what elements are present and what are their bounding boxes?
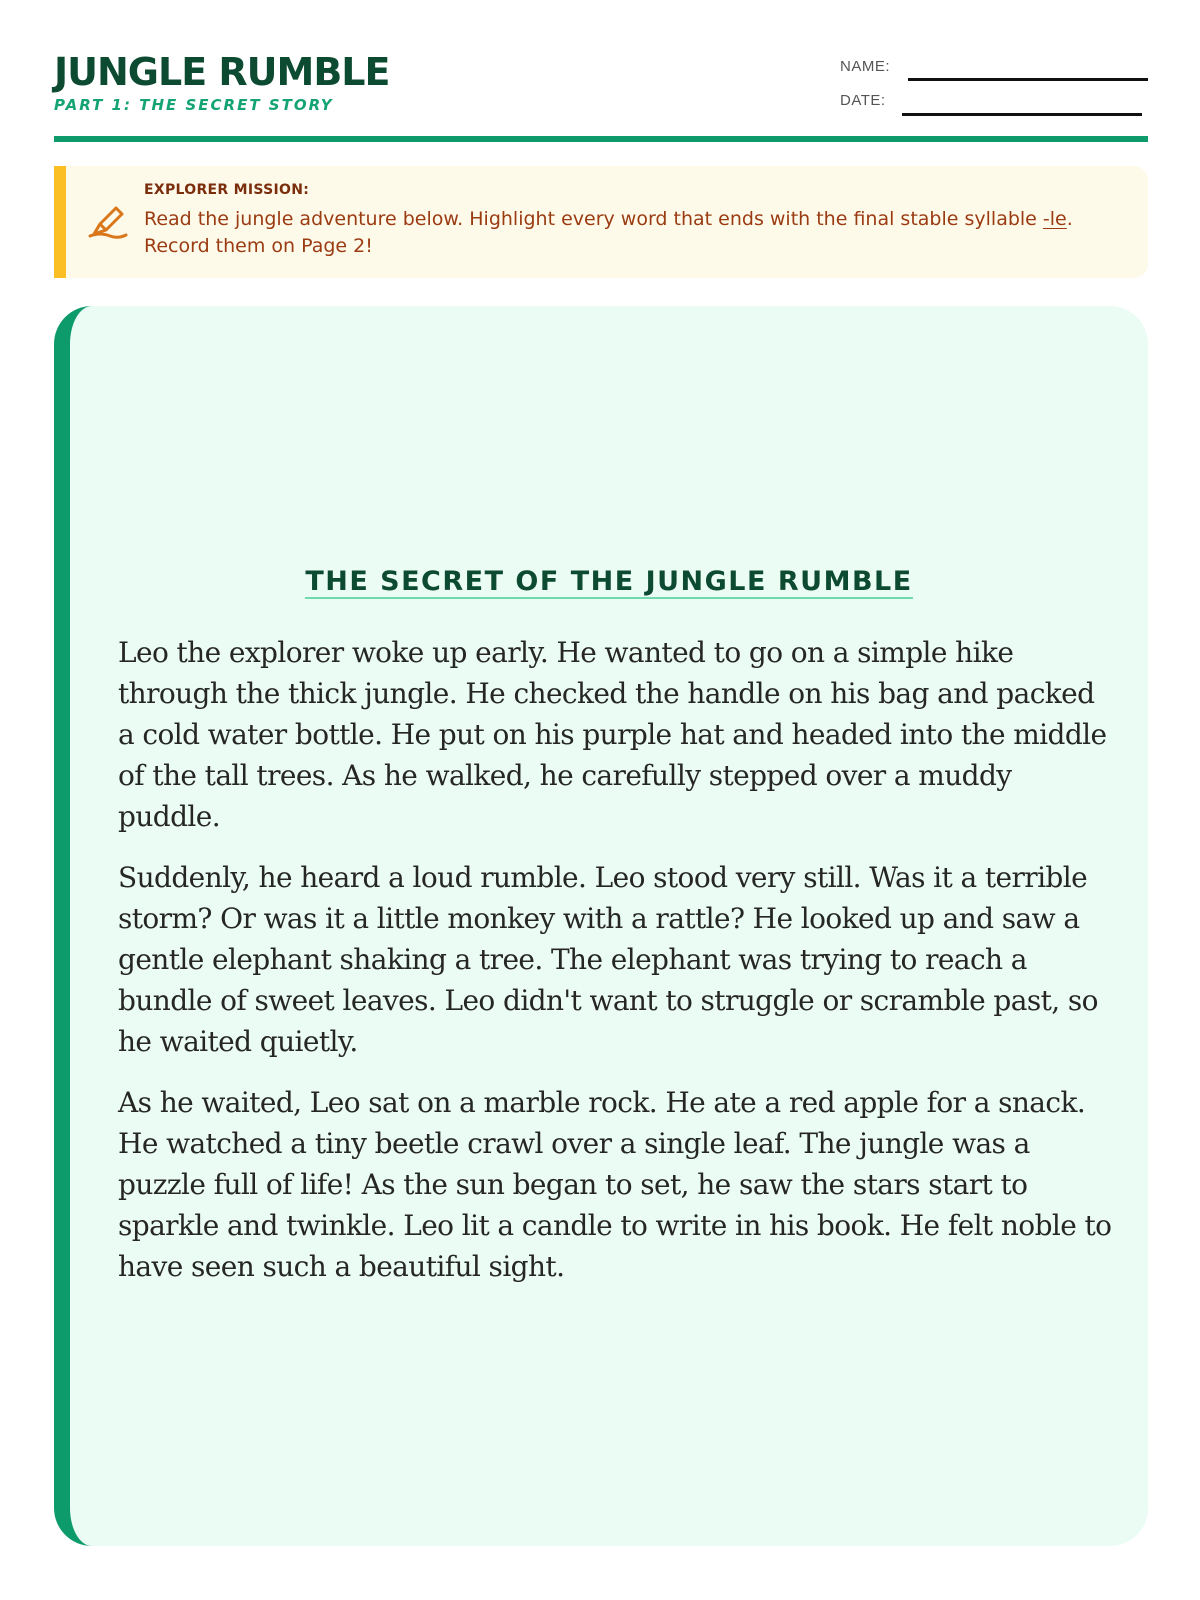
pencil-icon bbox=[86, 202, 130, 242]
date-field[interactable] bbox=[902, 113, 1142, 116]
explorer-mission-box bbox=[54, 166, 1148, 278]
name-label: NAME: bbox=[840, 58, 891, 75]
date-label: DATE: bbox=[840, 92, 886, 109]
story-paragraph-3: As he waited, Leo sat on a marble rock. He ate a red apple for a snack. He watched a tiny beetle crawl over a single leaf. The jungle was a puzzle full of life! As the sun began to set, he saw the stars start to sparkle and twinkle. Leo lit a candle to write in his book. He felt noble to have seen such a beautiful sight. bbox=[118, 1086, 1112, 1283]
name-field[interactable] bbox=[908, 78, 1148, 81]
mission-label: EXPLORER MISSION: bbox=[144, 182, 310, 198]
story-paragraph-1: Leo the explorer woke up early. He wanted to go on a simple hike through the thick jungle. He checked the handle on his bag and packed a cold water bottle. He put on his purple hat and headed into the middle of the tall trees. As he walked, he carefully stepped over a muddy puddle. bbox=[118, 636, 1107, 833]
worksheet-header bbox=[54, 50, 1148, 142]
story-body bbox=[118, 632, 1118, 1307]
story-paragraph-2: Suddenly, he heard a loud rumble. Leo stood very still. Was it a terrible storm? Or was it a little monkey with a rattle? He looked up and saw a gentle elephant shaking a tree. The elephant was trying to reach a bundle of sweet leaves. Leo didn't want to struggle or scramble past, so he waited quietly. bbox=[118, 861, 1098, 1058]
mission-text-after: . Record them on Page 2! bbox=[144, 208, 1073, 257]
worksheet-subtitle: PART 1: THE SECRET STORY bbox=[54, 96, 334, 114]
story-card bbox=[54, 306, 1148, 1546]
mission-instructions bbox=[144, 206, 1134, 260]
mission-syllable: -le bbox=[1042, 208, 1067, 230]
mission-text-before: Read the jungle adventure below. Highlight every word that ends with the final stable syllable bbox=[144, 208, 1043, 230]
story-title: THE SECRET OF THE JUNGLE RUMBLE bbox=[305, 566, 913, 597]
story-title-wrapper bbox=[70, 566, 1148, 597]
worksheet-title: JUNGLE RUMBLE bbox=[54, 50, 390, 94]
